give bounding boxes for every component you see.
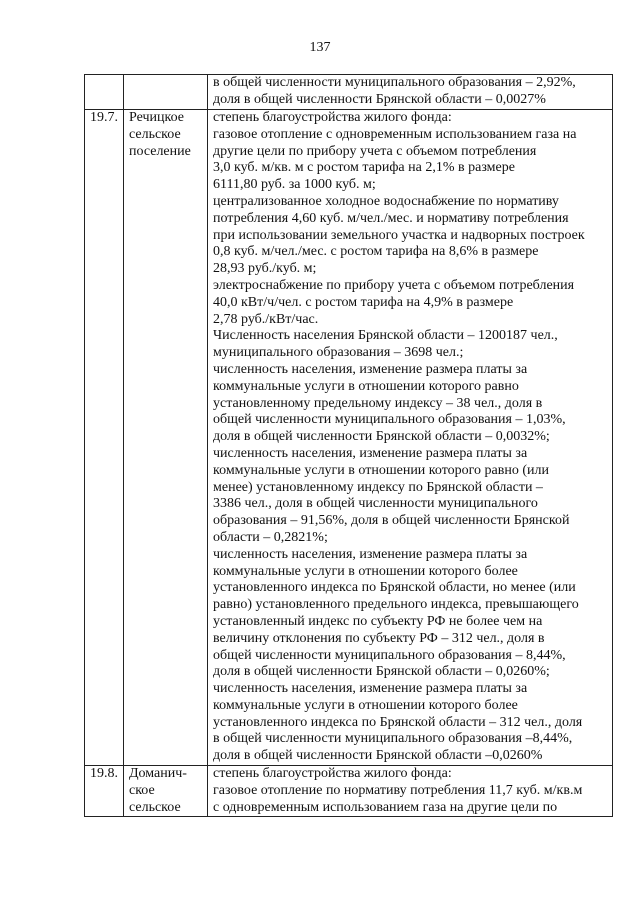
- description-line: установленного индекса по Брянской области, но менее (или: [213, 580, 576, 596]
- description-line: численность населения, изменение размера платы за: [213, 361, 528, 377]
- description-line: установленного индекса по Брянской области – 312 чел., доля: [213, 714, 583, 730]
- description-line: газовое отопление с одновременным использованием газа на: [213, 126, 577, 142]
- description-line: электроснабжение по прибору учета с объемом потребления: [213, 277, 575, 293]
- settlement-name-line: Доманич-: [129, 766, 187, 782]
- description-line: коммунальные услуги в отношении которого равно: [213, 378, 519, 394]
- description-line: 6111,80 руб. за 1000 куб. м;: [213, 177, 376, 193]
- description-line: численность населения, изменение размера платы за: [213, 445, 528, 461]
- description-line: 28,93 руб./куб. м;: [213, 261, 317, 277]
- settlement-name-cell: [124, 110, 208, 766]
- description-line: доля в общей численности Брянской области – 0,0032%;: [213, 429, 550, 445]
- description-line: централизованное холодное водоснабжение по нормативу: [213, 193, 559, 209]
- description-line: газовое отопление по нормативу потребления 11,7 куб. м/кв.м: [213, 782, 583, 798]
- document-table-body: [85, 75, 613, 817]
- description-line: 40,0 кВт/ч/чел. с ростом тарифа на 4,9% в размере: [213, 294, 514, 310]
- description-line: 2,78 руб./кВт/час.: [213, 311, 319, 327]
- description-line: коммунальные услуги в отношении которого равно (или: [213, 462, 549, 478]
- description-line: численность населения, изменение размера платы за: [213, 681, 528, 697]
- row-number-cell: [85, 766, 124, 817]
- description-line: в общей численности муниципального образования –8,44%,: [213, 731, 573, 747]
- description-line: степень благоустройства жилого фонда:: [213, 110, 452, 125]
- description-line: коммунальные услуги в отношении которого более: [213, 697, 518, 713]
- settlement-name-cell: [124, 75, 208, 110]
- description-line: в общей численности муниципального образования – 2,92%,: [213, 75, 576, 90]
- description-line: менее) установленному индексу по Брянской области –: [213, 479, 543, 495]
- description-line: численность населения, изменение размера платы за: [213, 546, 528, 562]
- description-line: установленному предельному индексу – 38 чел., доля в: [213, 395, 543, 411]
- settlement-name-line: сельское: [129, 799, 181, 815]
- description-line: общей численности муниципального образования – 1,03%,: [213, 412, 566, 428]
- settlement-name-line: Речицкое: [129, 110, 184, 125]
- row-number-cell: [85, 110, 124, 766]
- settlement-name-line: сельское: [129, 126, 181, 142]
- description-line: доля в общей численности Брянской области –0,0260%: [213, 748, 543, 764]
- description-line: равно) установленного предельного индекса, превышающего: [213, 597, 579, 613]
- description-line: доля в общей численности Брянской области – 0,0027%: [213, 91, 546, 107]
- description-cell: [208, 766, 613, 817]
- description-line: муниципального образования – 3698 чел.;: [213, 345, 464, 361]
- description-line: образования – 91,56%, доля в общей численности Брянской: [213, 513, 570, 529]
- row-number: 19.7.: [90, 110, 118, 125]
- description-line: установленный индекс по субъекту РФ не более чем на: [213, 613, 543, 629]
- description-line: коммунальные услуги в отношении которого более: [213, 563, 518, 579]
- document-table: [84, 74, 613, 817]
- settlement-name-line: ское: [129, 782, 155, 798]
- description-line: общей численности муниципального образования – 8,44%,: [213, 647, 566, 663]
- page-number: 137: [309, 40, 331, 55]
- description-line: степень благоустройства жилого фонда:: [213, 766, 452, 782]
- settlement-name-line: поселение: [129, 143, 191, 159]
- description-line: величину отклонения по субъекту РФ – 312 чел., доля в: [213, 630, 545, 646]
- description-line: при использовании земельного участка и надворных построек: [213, 227, 585, 243]
- description-line: Численность населения Брянской области – 1200187 чел.,: [213, 328, 558, 344]
- description-line: области – 0,2821%;: [213, 529, 328, 545]
- description-line: 3386 чел., доля в общей численности муниципального: [213, 496, 538, 512]
- description-line: 0,8 куб. м/чел./мес. с ростом тарифа на 8,6% в размере: [213, 244, 539, 260]
- table-row: [85, 110, 613, 766]
- description-line: 3,0 куб. м/кв. м с ростом тарифа на 2,1% в размере: [213, 160, 515, 176]
- table-row: [85, 75, 613, 110]
- table-row: [85, 766, 613, 817]
- row-number: 19.8.: [90, 766, 118, 782]
- row-number-cell: [85, 75, 124, 110]
- description-cell: [208, 75, 613, 110]
- description-line: другие цели по прибору учета с объемом потребления: [213, 143, 537, 159]
- description-line: с одновременным использованием газа на другие цели по: [213, 799, 558, 815]
- settlement-name-cell: [124, 766, 208, 817]
- description-line: потребления 4,60 куб. м/чел./мес. и нормативу потребления: [213, 210, 569, 226]
- description-cell: [208, 110, 613, 766]
- description-line: доля в общей численности Брянской области – 0,0260%;: [213, 664, 550, 680]
